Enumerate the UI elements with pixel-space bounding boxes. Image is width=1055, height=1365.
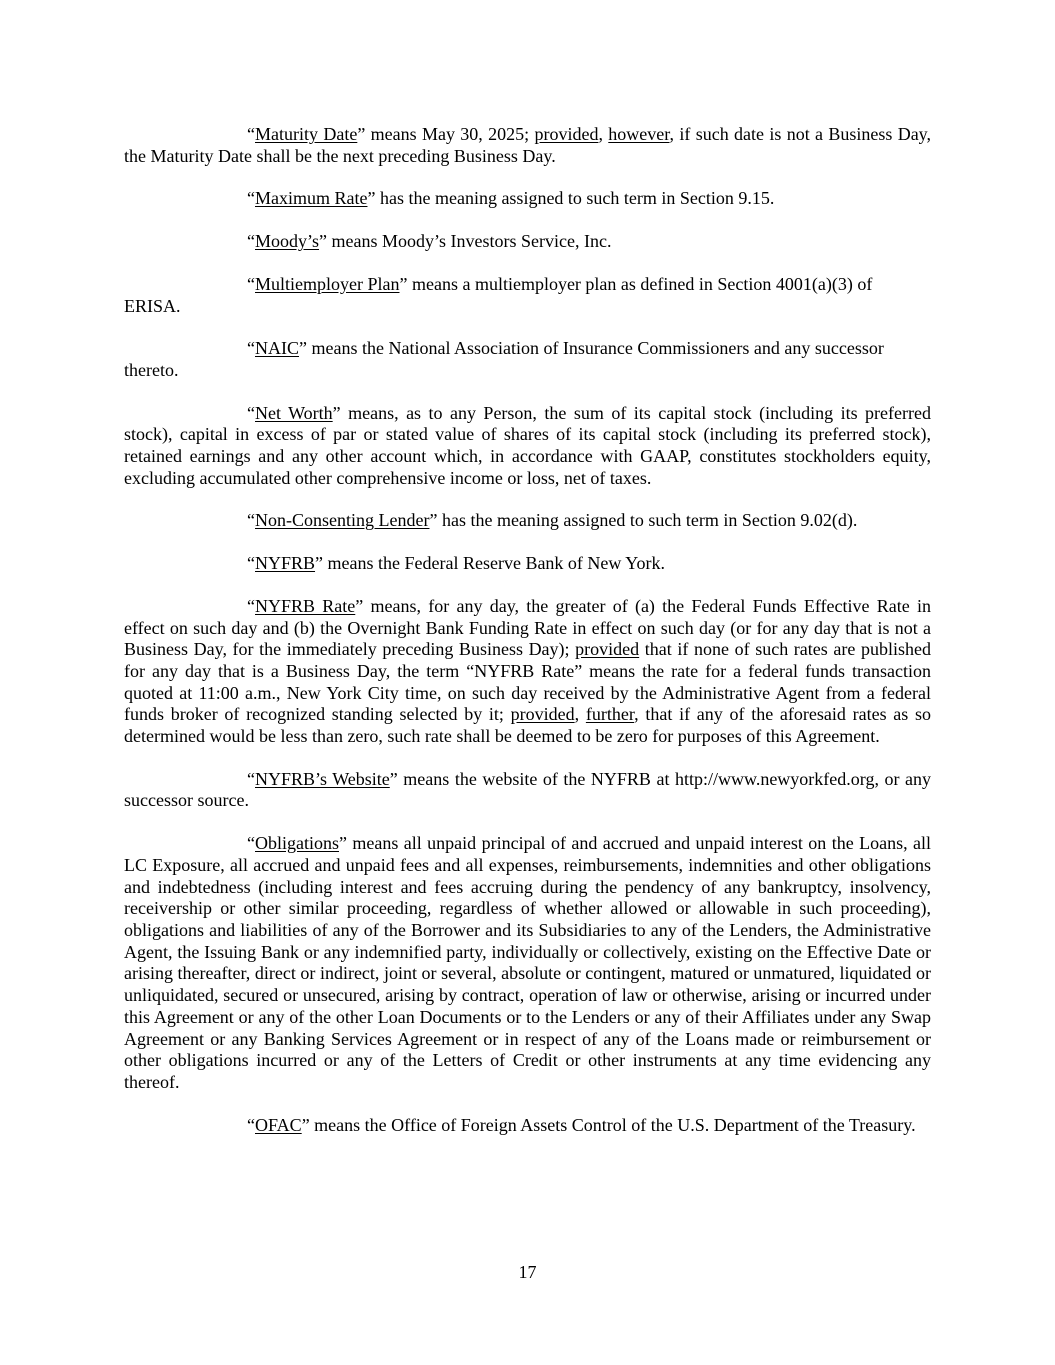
definition-naic — [124, 338, 931, 381]
definition-text: that if none of such rates are published for any day that is a Business Day, the term “NYFRB Rate” means the rate for a federal funds transaction quoted at 11:00 a.m., New York City time, on such day received by the Administrative Agent from a federal funds broker of recognized standing selected by it; — [124, 639, 931, 725]
defined-term: Maturity Date — [255, 124, 358, 144]
defined-term: NYFRB’s Website — [255, 768, 390, 789]
definition-moody-s — [124, 231, 931, 253]
definition-text: ” means May 30, 2025; — [357, 124, 535, 144]
open-quote: “ — [247, 188, 255, 209]
definition-tail: thereto. — [124, 359, 179, 380]
definition-text: , that if any of the aforesaid rates as so determined would be less than zero, such rate shall be deemed to be zero for purposes of this Agreement. — [124, 704, 932, 747]
page-number: 17 — [518, 1262, 537, 1282]
open-quote: “ — [247, 833, 255, 854]
definition-nyfrb-s-website — [124, 769, 931, 812]
definition-nyfrb-rate — [124, 596, 931, 748]
definition-tail: ERISA. — [124, 295, 181, 316]
defined-term: Obligations — [255, 833, 339, 854]
open-quote: “ — [247, 768, 255, 789]
definition-ofac — [124, 1115, 931, 1137]
underlined-phrase: provided — [534, 124, 599, 144]
open-quote: “ — [247, 595, 255, 616]
definition-non-consenting-lender — [124, 510, 931, 532]
defined-term: Non-Consenting Lender — [255, 510, 430, 531]
defined-term: NYFRB Rate — [255, 595, 356, 616]
definition-text: ” means, as to any Person, the sum of its capital stock (including its preferred stock), capital in excess of par or stated value of shares of its capital stock (including its preferred stock), retained earnings and any other account which, in accordance with GAAP, constitutes stockholders equity, excluding accumulated other comprehensive income or loss, net of taxes. — [124, 402, 931, 488]
definition-text: ” has the meaning assigned to such term in Section 9.02(d). — [429, 510, 858, 531]
definition-obligations — [124, 833, 931, 1093]
definition-text: ” means all unpaid principal of and accrued and unpaid interest on the Loans, all LC Exposure, all accrued and unpaid fees and all expenses, reimbursements, indemnities and other obligations and indebtedness (including interest and fees accruing during the pendency of any bankruptcy, insolvency, receivership or other similar proceeding, regardless of whether allowed or allowable in such proceeding), obligations and liabilities of any of the Borrower and its Subsidiaries to any of the Lenders, the Administrative Agent, the Issuing Bank or any indemnified party, individually or collectively, existing on the Effective Date or arising thereafter, direct or indirect, joint or several, absolute or contingent, matured or unmatured, liquidated or unliquidated, secured or unsecured, arising by contract, operation of law or otherwise, arising or incurred under this Agreement or any of the other Loan Documents or to the Lenders or any of their Affiliates under any Swap Agreement or any Banking Services Agreement or in respect of any of the Loans made or reimbursement or other obligations incurred or any of the Letters of Credit or other instruments at any time evidencing any thereof. — [124, 833, 931, 1092]
definition-text: ” means a multiemployer plan as defined in Section 4001(a)(3) of — [399, 273, 873, 294]
defined-term: NAIC — [255, 338, 299, 359]
definition-text: ” means the website of the NYFRB at http://www.newyorkfed.org, or any successor source. — [124, 768, 932, 811]
definition-text: ” means the Federal Reserve Bank of New York. — [315, 553, 665, 574]
defined-term: NYFRB — [255, 553, 316, 574]
open-quote: “ — [247, 124, 255, 144]
definition-text: , if such date is not a Business Day, the Maturity Date shall be the next preceding Business Day. — [124, 124, 932, 166]
definition-text: ” means the National Association of Insurance Commissioners and any successor — [299, 338, 884, 359]
definition-text: ” has the meaning assigned to such term in Section 9.15. — [367, 188, 775, 209]
defined-term: OFAC — [255, 1114, 302, 1135]
defined-term: Maximum Rate — [255, 188, 368, 209]
definition-maturity-date — [124, 124, 931, 167]
open-quote: “ — [247, 553, 255, 574]
definition-nyfrb — [124, 553, 931, 575]
definition-text: ” means, for any day, the greater of (a) the Federal Funds Effective Rate in effect on such day and (b) the Overnight Bank Funding Rate in effect on such day (or for any day that is not a Business Day, for the immediately preceding Business Day); — [124, 595, 931, 660]
definition-multiemployer-plan — [124, 274, 931, 317]
underlined-phrase: provided — [575, 639, 640, 660]
definition-text: ” means the Office of Foreign Assets Control of the U.S. Department of the Treasury. — [301, 1114, 916, 1135]
open-quote: “ — [247, 510, 255, 531]
open-quote: “ — [247, 273, 255, 294]
underlined-phrase: provided — [510, 704, 575, 725]
defined-term: Net Worth — [255, 402, 333, 423]
definition-text: , — [598, 124, 609, 144]
underlined-phrase: however — [608, 124, 670, 144]
document-body — [124, 124, 931, 1136]
definition-text: , — [574, 704, 586, 725]
defined-term: Moody’s — [255, 231, 320, 252]
definition-net-worth — [124, 403, 931, 490]
definition-maximum-rate — [124, 188, 931, 210]
defined-term: Multiemployer Plan — [255, 273, 400, 294]
definition-text: ” means Moody’s Investors Service, Inc. — [319, 231, 612, 252]
open-quote: “ — [247, 1114, 255, 1135]
open-quote: “ — [247, 338, 255, 359]
open-quote: “ — [247, 231, 255, 252]
underlined-phrase: further — [585, 704, 635, 725]
open-quote: “ — [247, 402, 255, 423]
